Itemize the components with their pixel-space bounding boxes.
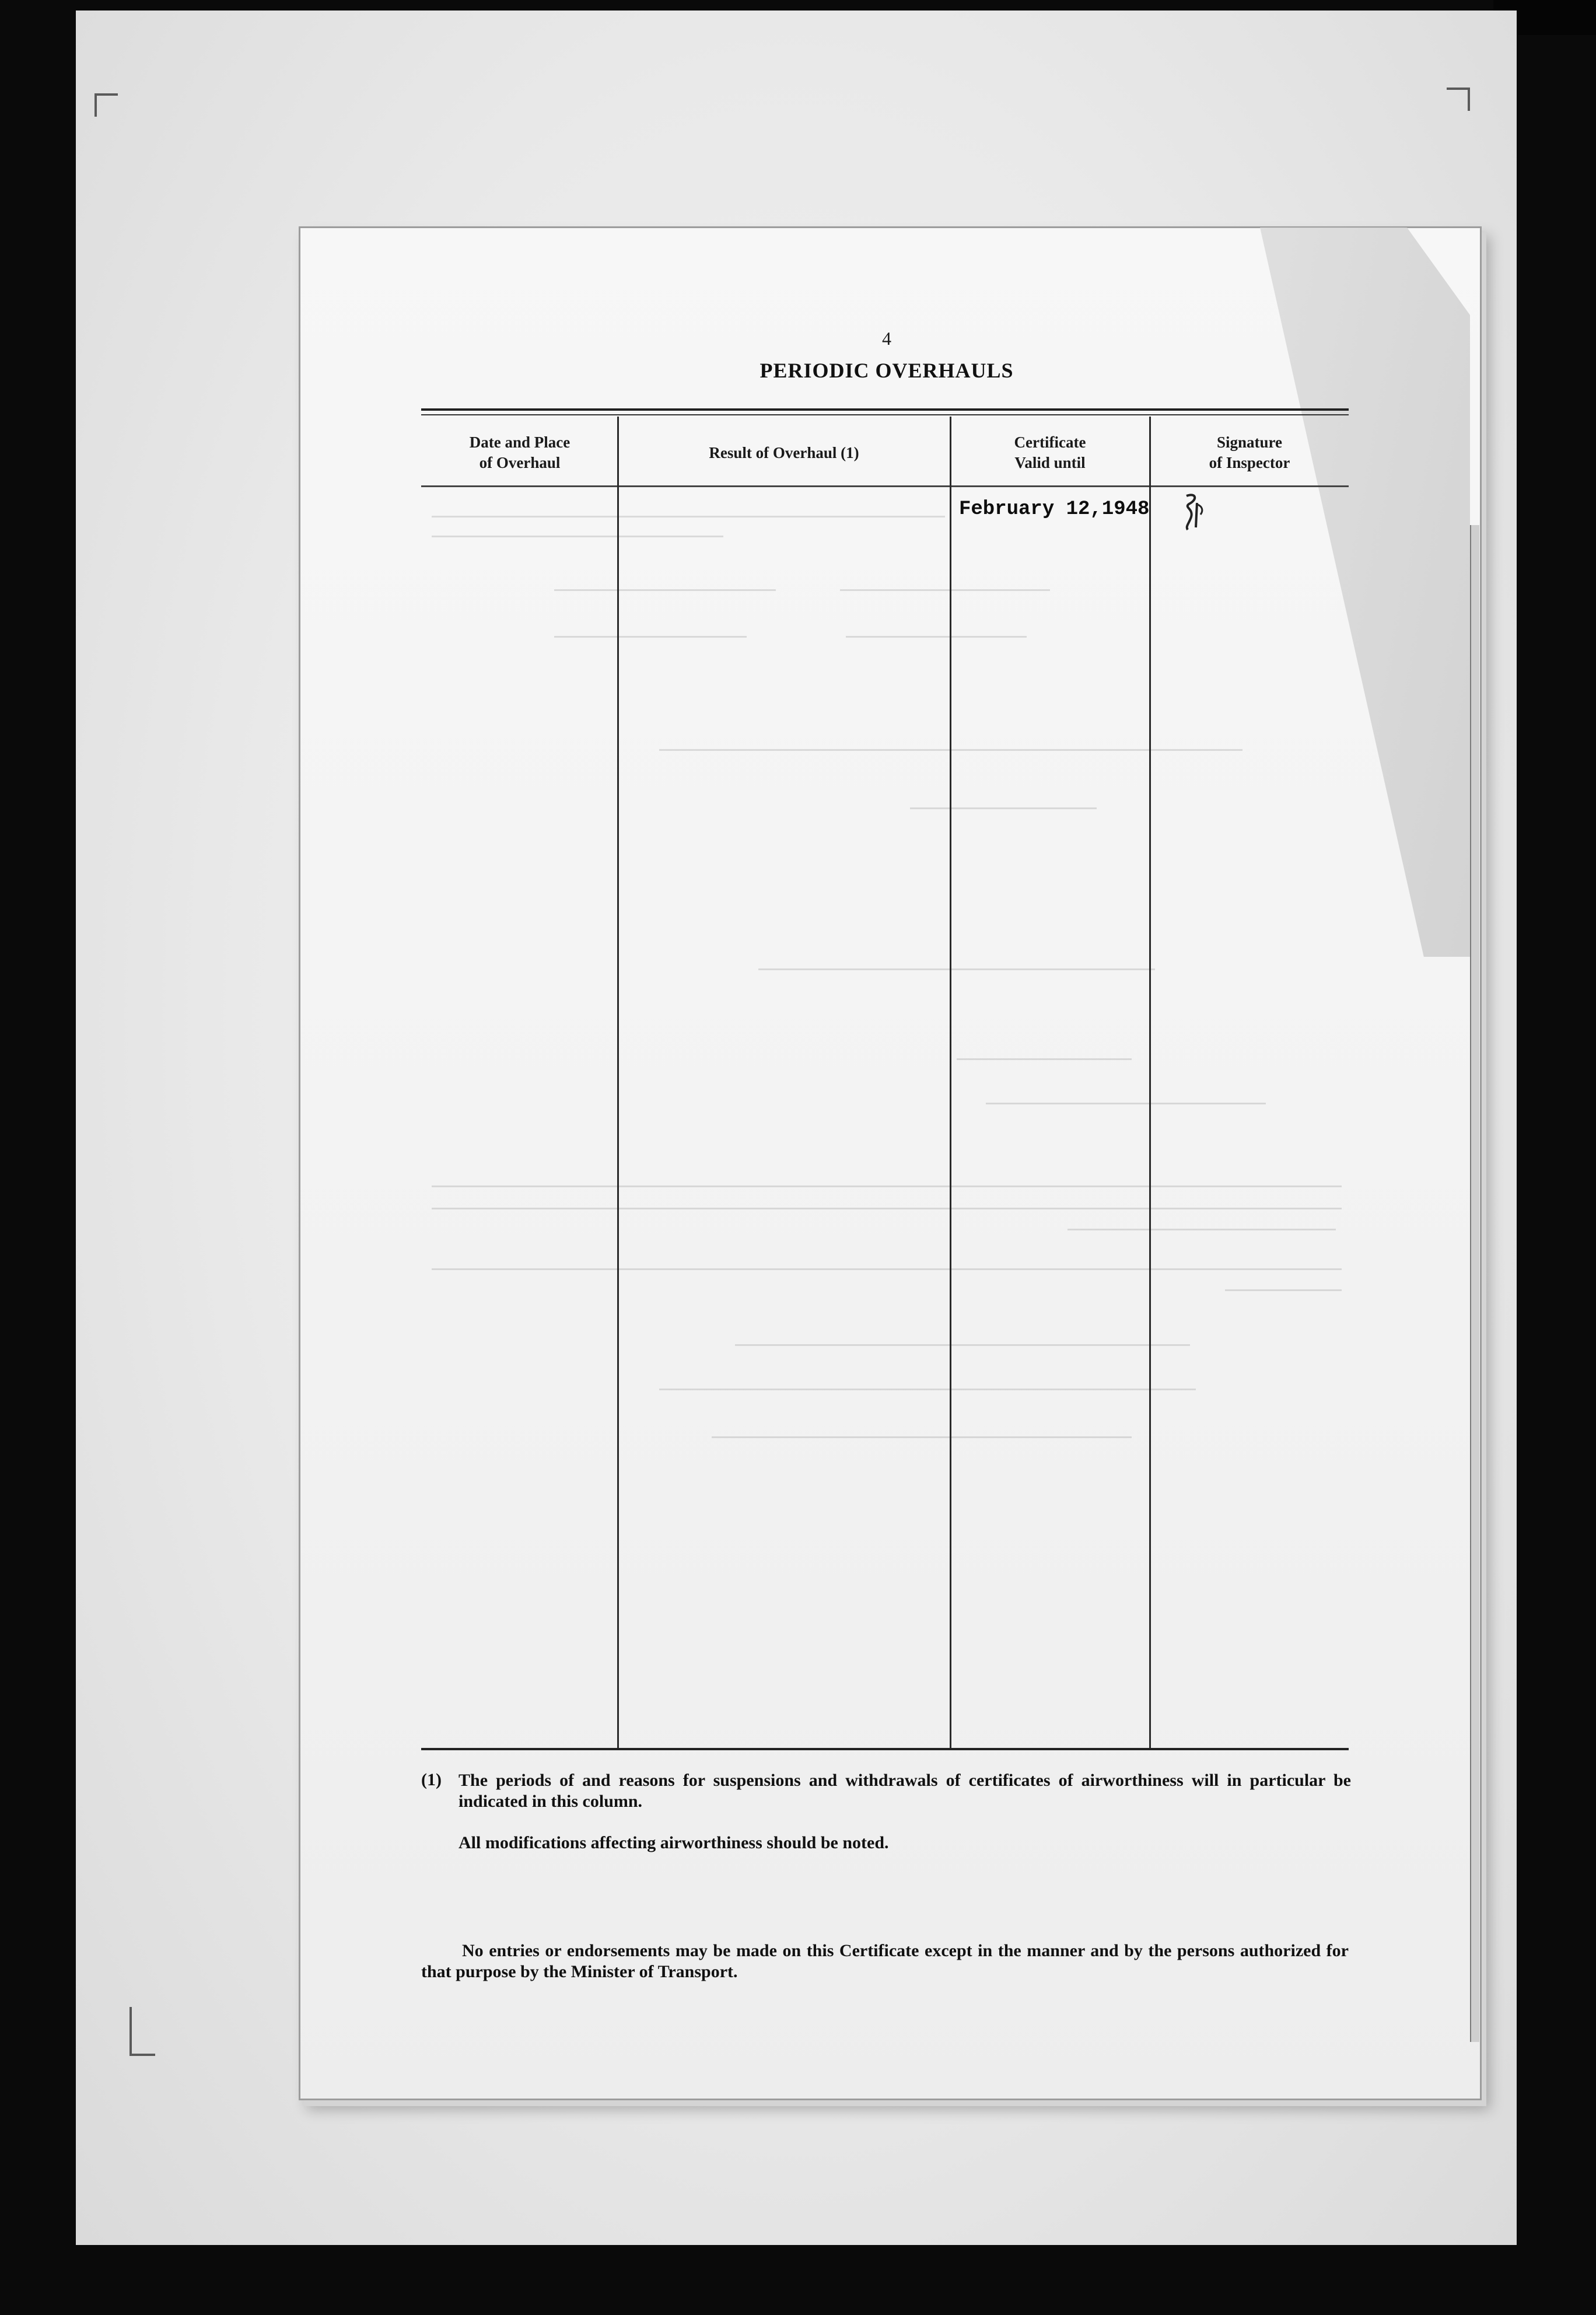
film-border-left: [0, 0, 76, 2315]
bleed-through-line: [735, 1344, 1190, 1346]
bleed-through-line: [432, 1186, 1342, 1187]
column-header-date-place: Date and Place of Overhaul: [469, 433, 570, 471]
bleed-through-line: [758, 968, 1155, 970]
crop-mark-top-left: [94, 93, 118, 117]
footnote-marker: (1): [421, 1770, 442, 1789]
column-divider: [617, 417, 619, 1748]
document-sheet: [299, 226, 1482, 2100]
bleed-through-line: [554, 589, 776, 591]
column-header-signature: Signature of Inspector: [1209, 433, 1290, 471]
footnote-note: All modifications affecting airworthiness should be noted.: [459, 1833, 889, 1852]
bleed-through-line: [840, 589, 1050, 591]
bleed-through-line: [432, 1268, 1342, 1270]
crop-mark-bottom-left: [130, 2007, 155, 2056]
column-divider: [1149, 417, 1151, 1748]
column-header-valid-until: Certificate Valid until: [1014, 433, 1086, 471]
bleed-through-line: [554, 636, 747, 638]
bleed-through-line: [910, 807, 1097, 809]
bleed-through-line: [432, 536, 723, 537]
inspector-signature: [1178, 491, 1208, 532]
table-header-rule: [421, 485, 1349, 487]
bleed-through-line: [659, 1389, 1196, 1390]
certificate-valid-until-value: February 12,1948: [959, 498, 1150, 520]
crop-mark-top-right: [1447, 88, 1470, 111]
table-top-rule: [421, 408, 1349, 411]
page-edge-strip: [1470, 525, 1479, 2042]
bleed-through-line: [432, 1208, 1342, 1209]
page-title: PERIODIC OVERHAULS: [760, 359, 1014, 382]
table-top-rule-thin: [421, 414, 1349, 415]
bleed-through-line: [432, 516, 945, 517]
bleed-through-line: [712, 1436, 1132, 1438]
column-divider: [950, 417, 951, 1748]
bleed-through-line: [957, 1058, 1132, 1060]
closing-note: No entries or endorsements may be made on this Certificate except in the manner and by the persons authorized for that purpose by the Minister of Transport.: [421, 1941, 1349, 1981]
column-header-result: Result of Overhaul (1): [709, 443, 859, 461]
bleed-through-line: [1068, 1229, 1336, 1230]
page-number: 4: [882, 328, 891, 349]
film-border-top: [0, 0, 1596, 11]
bleed-through-line: [846, 636, 1027, 638]
film-border-bottom: [0, 2245, 1596, 2315]
bleed-through-line: [986, 1103, 1266, 1104]
film-border-right: [1517, 0, 1596, 2315]
bleed-through-line: [1225, 1289, 1342, 1291]
footnote-text: The periods of and reasons for suspensions and withdrawals of certificates of airworthiness will in particular be indicated in this column.: [459, 1771, 1351, 1811]
table-bottom-rule: [421, 1748, 1349, 1750]
